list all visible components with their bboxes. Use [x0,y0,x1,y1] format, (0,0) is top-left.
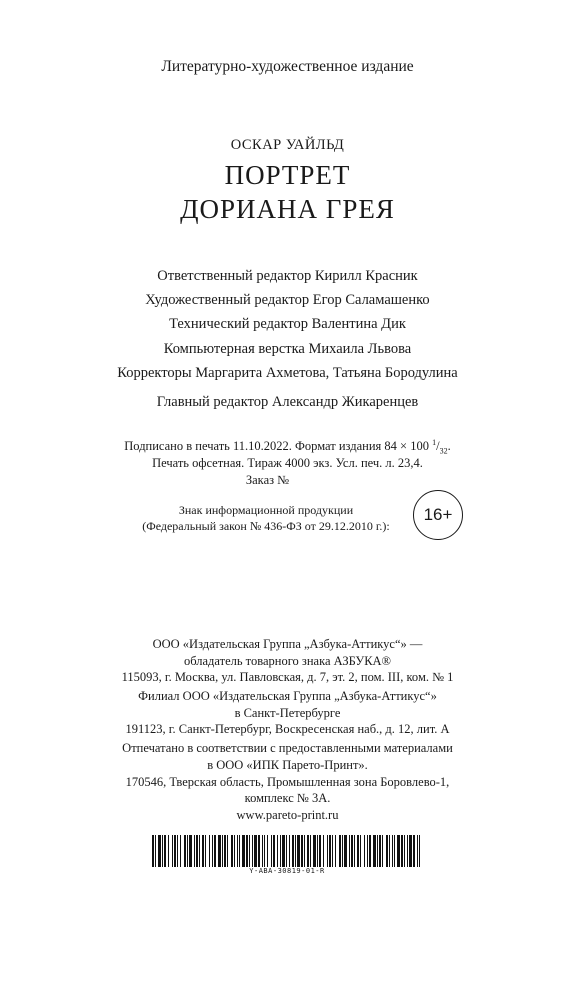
format-tail: . [447,439,451,454]
genre-line: Литературно-художественное издание [161,58,414,75]
publisher-address: 115093, г. Москва, ул. Павловская, д. 7, эт. 2, пом. III, ком. № 1 [121,670,454,684]
printer-line-1: Отпечатано в соответствии с предоставленными материалами [122,741,453,755]
age-rating-text [116,502,416,534]
printer-website: www.pareto-print.ru [236,808,339,822]
publisher-line-1: ООО «Издательская Группа „Азбука-Аттикус“» — [152,637,423,651]
credit-chief-editor: Главный редактор Александр Жикаренцев [156,394,419,410]
format-numerator: 1 [432,438,437,447]
credit-managing-editor: Ответственный редактор Кирилл Красник [157,268,418,284]
imprint-signed-format: Подписано в печать 11.10.2022. Формат издания 84 × 100 [124,439,429,454]
imprint-line-2: Печать офсетная. Тираж 4000 экз. Усл. печ. л. 23,4. [152,456,423,470]
credit-art-editor: Художественный редактор Егор Саламашенко [145,292,430,308]
imprint-order-line [0,473,575,488]
credit-layout: Компьютерная верстка Михаила Львова [163,341,412,357]
barcode-image [152,835,422,867]
order-label: Заказ № [245,473,290,487]
branch-line-1: Филиал ООО «Издательская Группа „Азбука-Аттикус“» [138,689,437,703]
book-title-line-1: ПОРТРЕТ [224,160,351,190]
branch-address: 191123, г. Санкт-Петербург, Воскресенская наб., д. 12, лит. А [125,722,450,736]
credit-proofreaders: Корректоры Маргарита Ахметова, Татьяна Бородулина [117,365,458,381]
imprint-line-1: Подписано в печать 11.10.2022. Формат издания 84 × 100 $^1/_{32}$. [124,438,451,456]
credit-technical-editor: Технический редактор Валентина Дик [169,316,406,332]
printer-line-2: в ООО «ИПК Парето-Принт». [207,758,368,772]
barcode-label: Y-ABA-30819-01-R [249,867,325,875]
age-rating-badge [413,490,463,540]
printer-complex: комплекс № 3А. [244,791,331,805]
format-denominator: 32 [439,446,448,456]
publisher-line-2: обладатель товарного знака АЗБУКА® [183,654,392,668]
book-title-line-2: ДОРИАНА ГРЕЯ [180,194,395,224]
age-rating-value: 16+ [423,505,453,524]
age-rating-line-2: (Федеральный закон № 436-ФЗ от 29.12.2010 г.): [142,519,390,533]
branch-line-2: в Санкт-Петербурге [234,706,341,720]
author-name: ОСКАР УАЙЛЬД [230,137,345,153]
printer-address: 170546, Тверская область, Промышленная зона Боровлево-1, [125,775,450,789]
age-rating-line-1: Знак информационной продукции [178,503,354,517]
